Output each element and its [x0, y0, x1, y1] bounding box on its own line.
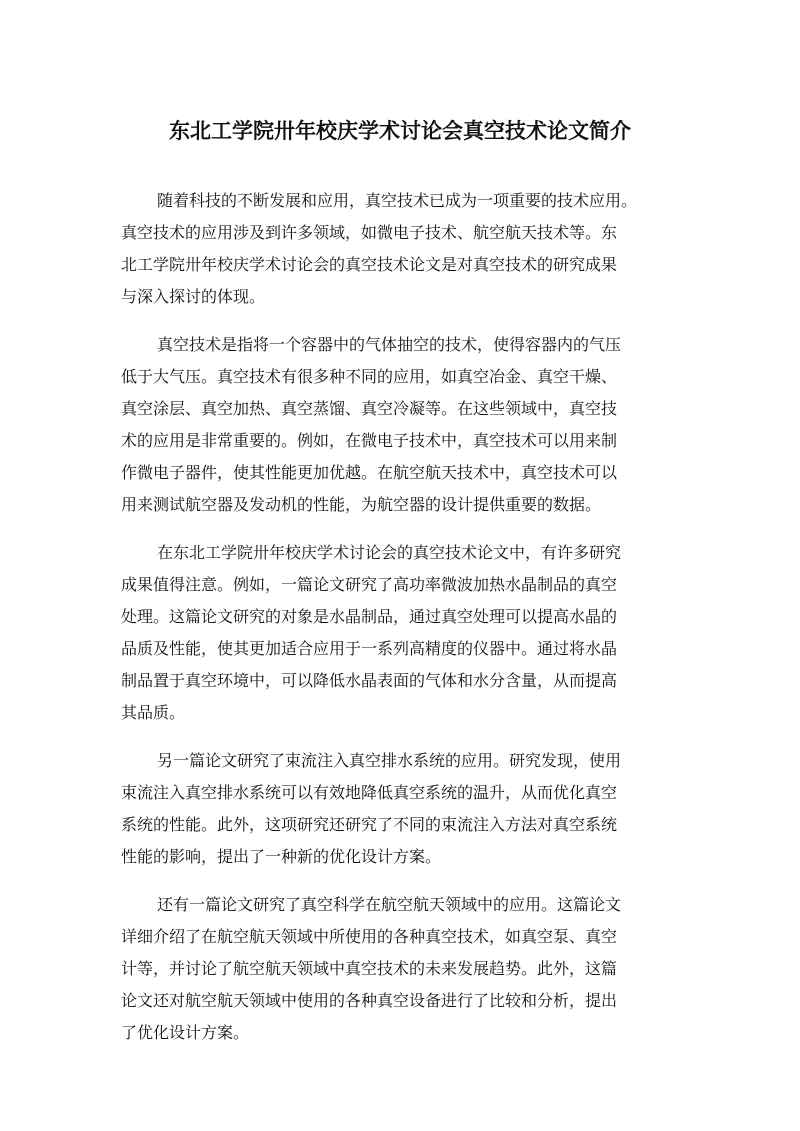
- document-body: [121, 185, 701, 1065]
- paragraph-line: 用来测试航空器及发动机的性能，为航空器的设计提供重要的数据。: [121, 495, 602, 514]
- paragraph-line: 处理。这篇论文研究的对象是水晶制品，通过真空处理可以提高水晶的: [121, 607, 618, 626]
- paragraph-line: 真空技术的应用涉及到许多领域，如微电子技术、航空航天技术等。东: [121, 223, 618, 242]
- paragraph-line: 与深入探讨的体现。: [121, 287, 266, 306]
- paragraph-1: [121, 185, 701, 313]
- paragraph-line: 束流注入真空排水系统可以有效地降低真空系统的温升，从而优化真空: [121, 783, 618, 802]
- paragraph-4: [121, 745, 701, 873]
- paragraph-line: 真空涂层、真空加热、真空蒸馏、真空冷凝等。在这些领域中，真空技: [121, 399, 618, 418]
- paragraph-line: 低于大气压。真空技术有很多种不同的应用，如真空冶金、真空干燥、: [121, 367, 618, 386]
- paragraph-5: [121, 889, 701, 1049]
- paragraph-line: 论文还对航空航天领域中使用的各种真空设备进行了比较和分析，提出: [121, 991, 618, 1010]
- paragraph-line: 在东北工学院卅年校庆学术讨论会的真空技术论文中，有许多研究: [157, 543, 622, 562]
- paragraph-line: 成果值得注意。例如，一篇论文研究了高功率微波加热水晶制品的真空: [121, 575, 618, 594]
- paragraph-line: 制品置于真空环境中，可以降低水晶表面的气体和水分含量，从而提高: [121, 671, 618, 690]
- paragraph-line: 了优化设计方案。: [121, 1023, 250, 1042]
- paragraph-line: 真空技术是指将一个容器中的气体抽空的技术，使得容器内的气压: [157, 335, 622, 354]
- paragraph-line: 随着科技的不断发展和应用，真空技术已成为一项重要的技术应用。: [157, 191, 638, 210]
- paragraph-line: 作微电子器件，使其性能更加优越。在航空航天技术中，真空技术可以: [121, 463, 618, 482]
- paragraph-line: 北工学院卅年校庆学术讨论会的真空技术论文是对真空技术的研究成果: [121, 255, 618, 274]
- paragraph-line: 系统的性能。此外，这项研究还研究了不同的束流注入方法对真空系统: [121, 815, 618, 834]
- paragraph-line: 计等，并讨论了航空航天领域中真空技术的未来发展趋势。此外，这篇: [121, 959, 618, 978]
- paragraph-line: 还有一篇论文研究了真空科学在航空航天领域中的应用。这篇论文: [157, 895, 622, 914]
- paragraph-line: 品质及性能，使其更加适合应用于一系列高精度的仪器中。通过将水晶: [121, 639, 618, 658]
- paragraph-line: 性能的影响，提出了一种新的优化设计方案。: [121, 847, 442, 866]
- paragraph-line: 术的应用是非常重要的。例如，在微电子技术中，真空技术可以用来制: [121, 431, 618, 450]
- document-title: 东北工学院卅年校庆学术讨论会真空技术论文简介: [169, 119, 631, 143]
- paragraph-2: [121, 329, 701, 521]
- paragraph-line: 详细介绍了在航空航天领域中所使用的各种真空技术，如真空泵、真空: [121, 927, 618, 946]
- paragraph-line: 其品质。: [121, 703, 186, 722]
- paragraph-3: [121, 537, 701, 729]
- paragraph-line: 另一篇论文研究了束流注入真空排水系统的应用。研究发现，使用: [157, 751, 622, 770]
